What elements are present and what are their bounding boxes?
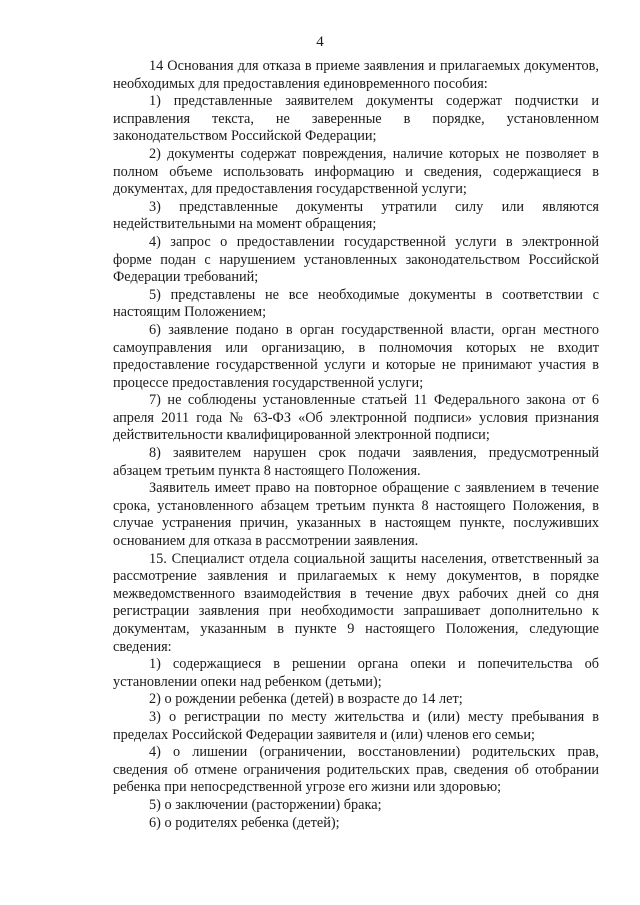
list-item: 5) представлены не все необходимые документы в соответствии с настоящим Положением;: [113, 286, 599, 321]
list-item: 5) о заключении (расторжении) брака;: [149, 796, 382, 813]
paragraph-14-heading: 14 Основания для отказа в приеме заявления и прилагаемых документов, необходимых для предоставления единовременного пособия:: [113, 58, 599, 92]
list-item: 8) заявителем нарушен срок подачи заявления, предусмотренный абзацем третьим пункта 8 настоящего Положения.: [113, 445, 599, 479]
document-body: [113, 58, 599, 832]
paragraph-15-heading: 15. Специалист отдела социальной защиты населения, ответственный за рассмотрение заявления и прилагаемых к нему документов, в порядке межведомственного взаимодействия в течение двух рабочих дней со дня регистрации заявления при необходимости запрашивает дополнительно к документам, указанным в пункте 9 настоящего Положения, следующие сведения:: [113, 550, 599, 655]
list-item: 7) не соблюдены установленные статьей 11 Федерального закона от 6 апреля 2011 года № 63-ФЗ «Об электронной подписи» условия признания действительности квалифицированной электронной подписи;: [113, 392, 599, 444]
list-item: 4) запрос о предоставлении государственной услуги в электронной форме подан с нарушением установленных законодательством Российской Федерации требований;: [113, 233, 599, 286]
list-item: 3) о регистрации по месту жительства и (или) месту пребывания в пределах Российской Федерации заявителя и (или) членов его семьи;: [113, 708, 599, 743]
list-item: 6) заявление подано в орган государственной власти, орган местного самоуправления или организацию, в полномочия которых не входит предоставление государственной услуги и которые не принимают участия в процессе предоставления государственной услуги;: [113, 321, 599, 391]
list-item: 2) о рождении ребенка (детей) в возрасте до 14 лет;: [149, 691, 463, 708]
page-number: 4: [316, 34, 324, 50]
list-item: 3) представленные документы утратили силу или являются недействительными на момент обращения;: [113, 198, 599, 233]
list-item: 1) представленные заявителем документы содержат подчистки и исправления текста, не заверенные в порядке, установленном законодательством Российской Федерации;: [113, 93, 599, 145]
list-item: 6) о родителях ребенка (детей);: [149, 814, 340, 831]
paragraph-reapply-right: Заявитель имеет право на повторное обращение с заявлением в течение срока, установленного абзацем третьим пункта 8 настоящего Положения, в случае устранения причин, указанных в настоящем пункте, послуживших основанием для отказа в рассмотрении заявления.: [113, 480, 599, 550]
list-item: 1) содержащиеся в решении органа опеки и попечительства об установлении опеки над ребенком (детьми);: [113, 656, 599, 690]
list-item: 4) о лишении (ограничении, восстановлении) родительских прав, сведения об отмене ограничения родительских прав, сведения об отобрании ребенка при непосредственной угрозе его жизни или здоровью;: [113, 744, 599, 796]
list-item: 2) документы содержат повреждения, наличие которых не позволяет в полном объеме использовать информацию и сведения, содержащиеся в документах, для предоставления государственной услуги;: [113, 145, 599, 198]
